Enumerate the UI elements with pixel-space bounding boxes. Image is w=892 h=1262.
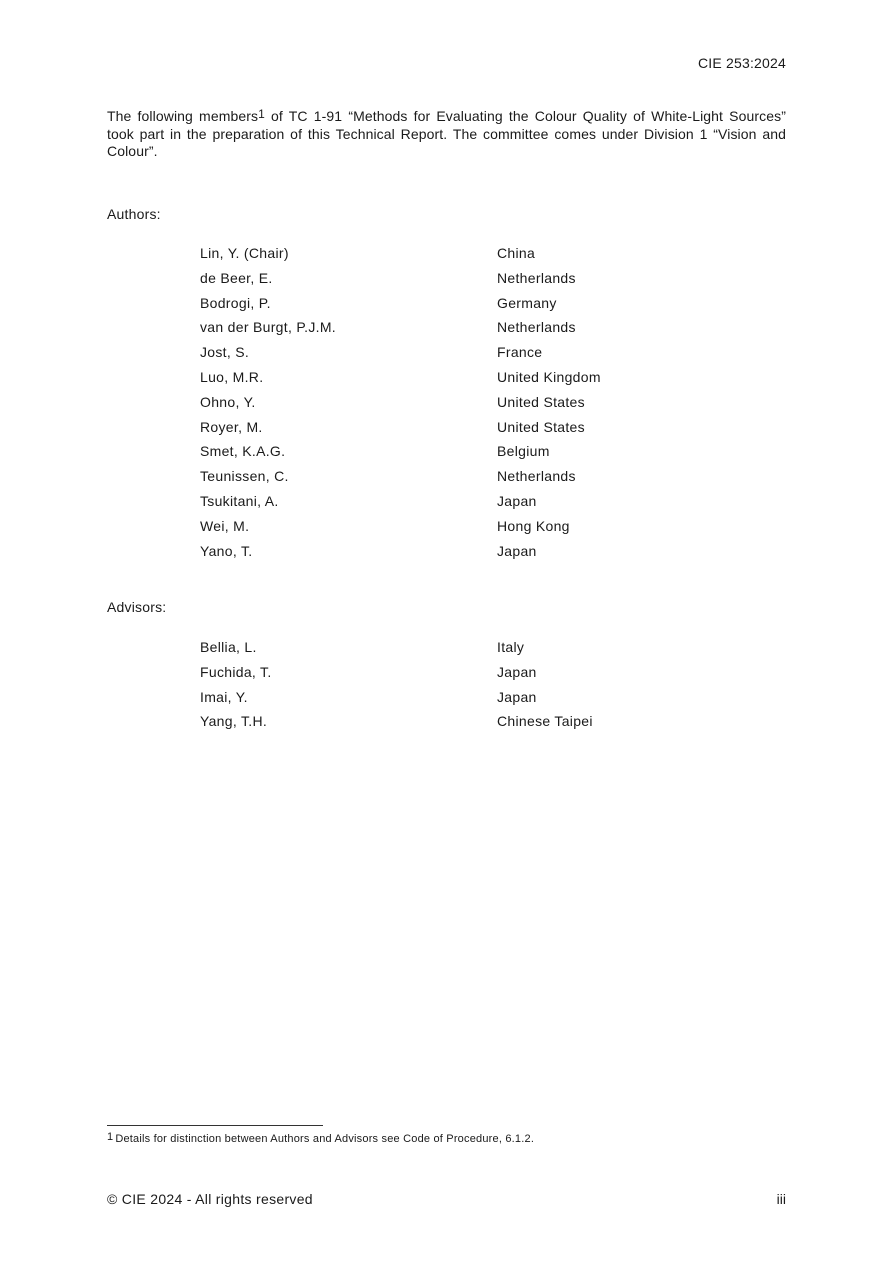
member-name: Luo, M.R. bbox=[200, 368, 264, 385]
member-name: Teunissen, C. bbox=[200, 468, 289, 485]
member-row bbox=[200, 295, 800, 320]
member-row bbox=[200, 518, 800, 543]
authors-heading: Authors: bbox=[107, 206, 161, 222]
member-name: de Beer, E. bbox=[200, 269, 273, 286]
member-name: Wei, M. bbox=[200, 517, 250, 534]
member-name: van der Burgt, P.J.M. bbox=[200, 319, 336, 336]
member-name: Tsukitani, A. bbox=[200, 492, 279, 509]
member-row bbox=[200, 270, 800, 295]
member-row bbox=[200, 543, 800, 568]
member-row bbox=[200, 344, 800, 369]
footnote-divider bbox=[107, 1125, 323, 1126]
advisors-list bbox=[200, 639, 800, 738]
intro-text-before: The following members bbox=[107, 108, 259, 124]
member-row bbox=[200, 419, 800, 444]
member-country: Netherlands bbox=[497, 468, 576, 485]
member-row bbox=[200, 245, 800, 270]
intro-text-after: of TC 1-91 “Methods for Evaluating the Colour Quality of White-Light Sources” took part in the preparation of this Technical Report. The committee comes under Division 1 “Vision and Colour”. bbox=[107, 108, 786, 159]
member-row bbox=[200, 319, 800, 344]
member-name: Lin, Y. (Chair) bbox=[200, 245, 289, 261]
member-name: Smet, K.A.G. bbox=[200, 443, 286, 460]
footnote-reference: 1 bbox=[258, 107, 265, 121]
member-country: Germany bbox=[497, 294, 557, 311]
member-name: Bodrogi, P. bbox=[200, 294, 271, 311]
page-number: iii bbox=[776, 1191, 786, 1207]
member-country: United States bbox=[497, 418, 585, 435]
member-country: Netherlands bbox=[497, 319, 576, 336]
member-country: Italy bbox=[497, 639, 525, 655]
member-row bbox=[200, 443, 800, 468]
member-row bbox=[200, 689, 800, 714]
member-name: Bellia, L. bbox=[200, 639, 257, 655]
member-name: Fuchida, T. bbox=[200, 663, 272, 680]
member-country: Japan bbox=[497, 688, 537, 705]
authors-list bbox=[200, 245, 800, 567]
member-country: Chinese Taipei bbox=[497, 713, 593, 730]
member-row bbox=[200, 713, 800, 738]
member-country: Japan bbox=[497, 663, 537, 680]
copyright-notice: © CIE 2024 - All rights reserved bbox=[107, 1191, 313, 1207]
member-row bbox=[200, 468, 800, 493]
member-country: Belgium bbox=[497, 443, 550, 460]
member-country: United Kingdom bbox=[497, 368, 601, 385]
document-id: CIE 253:2024 bbox=[697, 55, 786, 71]
member-row bbox=[200, 639, 800, 664]
footnote-number: 1 bbox=[107, 1131, 114, 1143]
member-row bbox=[200, 664, 800, 689]
member-country: Hong Kong bbox=[497, 517, 570, 534]
intro-paragraph bbox=[107, 108, 786, 161]
member-row bbox=[200, 394, 800, 419]
advisors-heading: Advisors: bbox=[107, 599, 167, 615]
member-country: Japan bbox=[497, 492, 537, 509]
member-name: Yano, T. bbox=[200, 542, 253, 559]
member-country: Japan bbox=[497, 542, 537, 559]
member-row bbox=[200, 369, 800, 394]
member-name: Jost, S. bbox=[200, 344, 250, 361]
member-row bbox=[200, 493, 800, 518]
member-country: France bbox=[497, 344, 543, 361]
member-country: Netherlands bbox=[497, 269, 576, 286]
member-country: United States bbox=[497, 393, 585, 410]
member-name: Yang, T.H. bbox=[200, 713, 268, 730]
member-name: Ohno, Y. bbox=[200, 393, 256, 410]
footnote-text: Details for distinction between Authors and Advisors see Code of Procedure, 6.1.2. bbox=[115, 1133, 535, 1145]
member-country: China bbox=[497, 245, 536, 261]
footnote bbox=[107, 1133, 534, 1145]
member-name: Imai, Y. bbox=[200, 688, 248, 705]
member-name: Royer, M. bbox=[200, 418, 263, 435]
